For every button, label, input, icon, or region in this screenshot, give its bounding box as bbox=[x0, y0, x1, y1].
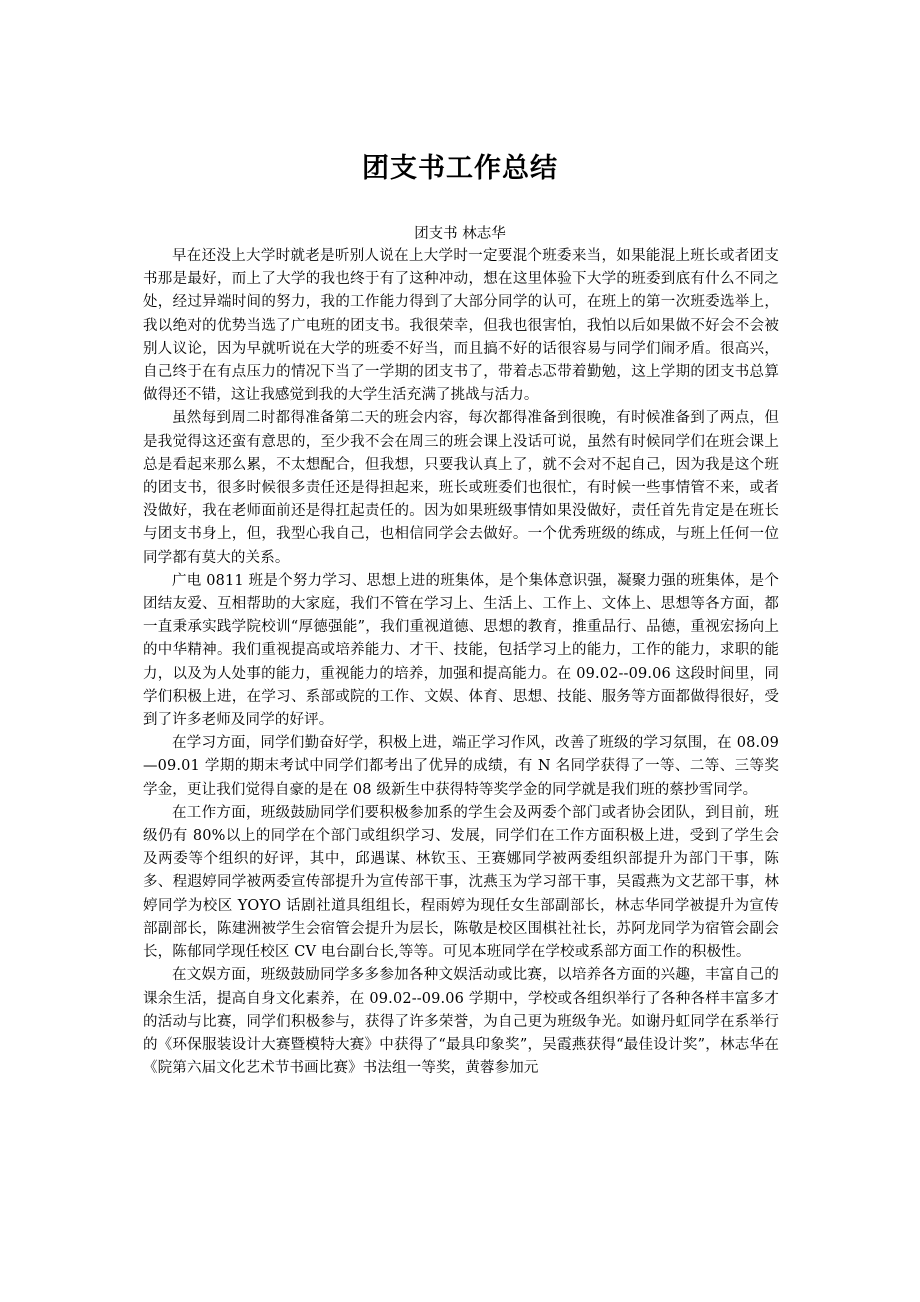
paragraph-work: 在工作方面，班级鼓励同学们要积极参加系的学生会及两委个部门或者协会团队，到目前，班级仍有 80%以上的同学在个部门或组织学习、发展，同学们在工作方面积极上进，受到了学生会及两委等个组织的好评，其中，邱遇谋、林钦玉、王赛娜同学被两委组织部提升为部门干事，陈多、程遐婷同学被两委宣传部提升为宣传部干事，沈燕玉为学习部干事，吴霞燕为文艺部干事，林婷同学为校区 YOYO 话剧社道具组组长，程雨婷为现任女生部副部长，林志华同学被提升为宣传部副部长，陈建洲被学生会宿管会提升为层长，陈敬是校区围棋社社长，苏阿龙同学为宿管会副会长，陈郁同学现任校区 CV 电台副台长,等等。可见本班同学在学校或系部方面工作的积极性。 bbox=[143, 804, 779, 961]
paragraph-intro: 早在还没上大学时就老是听别人说在上大学时一定要混个班委来当，如果能混上班长或者团支书那是最好，而上了大学的我也终于有了这种冲动，想在这里体验下大学的班委到底有什么不同之处，经过异端时间的努力，我的工作能力得到了大部分同学的认可，在班上的第一次班委选举上，我以绝对的优势当选了广电班的团支书。我很荣幸，但我也很害怕，我怕以后如果做不好会不会被别人议论，因为早就听说在大学的班委不好当，而且搞不好的话很容易与同学们闹矛盾。很高兴，自己终于在有点压力的情况下当了一学期的团支书了，带着忐忑带着勤勉，这上学期的团支书总算做得还不错，这让我感觉到我的大学生活充满了挑战与活力。 bbox=[143, 248, 779, 404]
paragraph-class-meeting: 虽然每到周二时都得准备第二天的班会内容，每次都得准备到很晚，有时候准备到了两点，但是我觉得这还蛮有意思的，至少我不会在周三的班会课上没话可说，虽然有时候同学们在班会课上总是看起来那么累，不太想配合，但我想，只要我认真上了，就不会对不起自己，因为我是这个班的团支书，很多时候很多责任还是得担起来，班长或班委们也很忙，有时候一些事情管不来，或者没做好，我在老师面前还是得扛起责任的。因为如果班级事情如果没做好，责任首先肯定是在班长与团支书身上，但，我型心我自己，也相信同学会去做好。一个优秀班级的练成，与班上任何一位同学都有莫大的关系。 bbox=[143, 410, 779, 566]
document-title: 团支书工作总结 bbox=[362, 153, 558, 184]
document-body bbox=[143, 245, 779, 1080]
paragraph-study: 在学习方面，同学们勤奋好学，积极上进，端正学习作风，改善了班级的学习氛围，在 08.09—09.01 学期的期末考试中同学们都考出了优异的成绩，有 N 名同学获得了一等、二等、三等奖学金，更让我们觉得自豪的是在 08 级新生中获得特等奖学金的同学就是我们班的蔡抄雪同学。 bbox=[143, 735, 779, 798]
paragraph-entertainment: 在文娱方面，班级鼓励同学多多参加各种文娱活动或比赛，以培养各方面的兴趣，丰富自己的课余生活，提高自身文化素养，在 09.02--09.06 学期中，学校或各组织举行了各种各样丰富多才的活动与比赛，同学们积极参与，获得了许多荣誉，为自己更为班级争光。如谢丹虹同学在系举行的《环保服装设计大赛暨模特大赛》中获得了“最具印象奖”，吴霞燕获得“最佳设计奖”，林志华在《院第六届文化艺术节书画比赛》书法组一等奖，黄蓉参加元 bbox=[143, 967, 779, 1077]
author-line: 团支书 林志华 bbox=[414, 226, 506, 242]
paragraph-class-overview: 广电 0811 班是个努力学习、思想上进的班集体，是个集体意识强，凝聚力强的班集体，是个团结友爱、互相帮助的大家庭，我们不管在学习上、生活上、工作上、文体上、思想等各方面，都一直秉承实践学院校训“厚德强能”，我们重视道德、思想的教育，推重品行、品德，重视宏扬向上的中华精神。我们重视提高或培养能力、才干、技能，包括学习上的能力，工作的能力，求职的能力，以及为人处事的能力，重视能力的培养，加强和提高能力。在 09.02--09.06 这段时间里，同学们积极上进，在学习、系部或院的工作、文娱、体育、思想、技能、服务等方面都做得很好，受到了许多老师及同学的好评。 bbox=[143, 572, 779, 729]
